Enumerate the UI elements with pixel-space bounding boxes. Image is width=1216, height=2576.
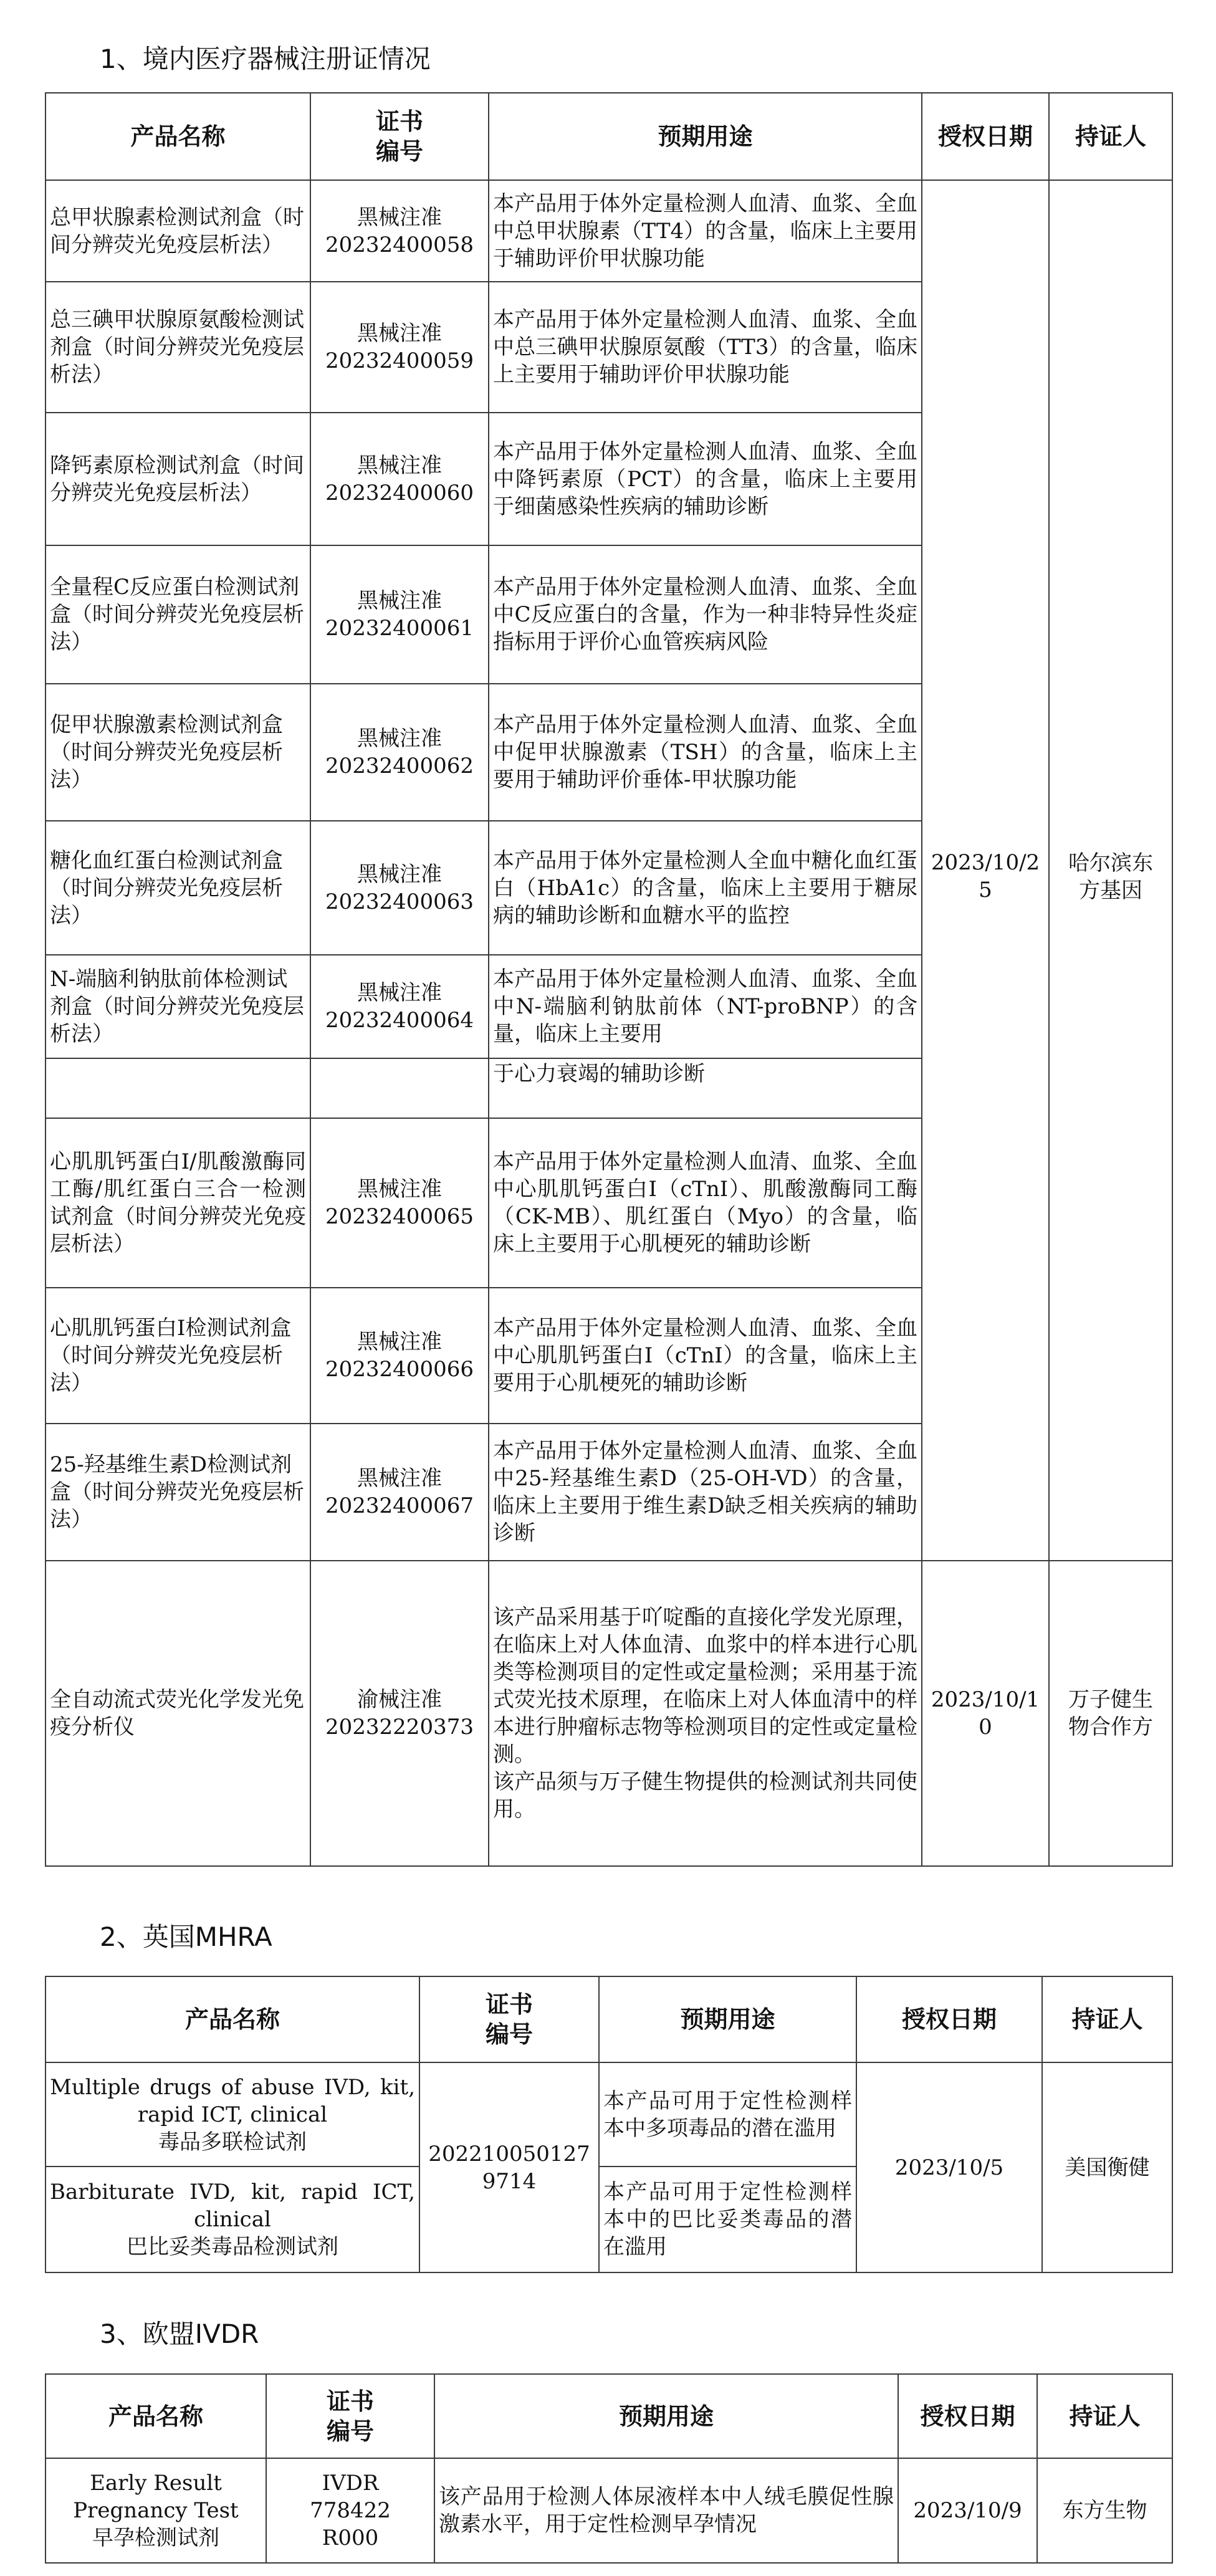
auth-date-cell: 2023/10/9 [898, 2458, 1037, 2563]
product-name-cell: 心肌肌钙蛋白I检测试剂盒（时间分辨荧光免疫层析法） [45, 1288, 310, 1424]
header-product-name: 产品名称 [45, 93, 310, 180]
cert-number-cell: 黑械注准20232400061 [310, 545, 489, 684]
intended-use-cell: 本产品用于体外定量检测人血清、血浆、全血中25-羟基维生素D（25-OH-VD）的含量，临床上主要用于维生素D缺乏相关疾病的辅助诊断 [489, 1424, 922, 1561]
header-intended-use: 预期用途 [434, 2374, 898, 2458]
product-name-cell [45, 2167, 419, 2272]
product-name-cell [45, 2458, 266, 2563]
domestic-registration-table [45, 92, 1173, 1867]
product-name-cn: 巴比妥类毒品检测试剂 [127, 2234, 338, 2259]
table-row [45, 2458, 1172, 2563]
product-name-en: Multiple drugs of abuse IVD, kit, rapid ICT, clinical [50, 2074, 415, 2127]
product-name-cell: 心肌肌钙蛋白I/肌酸激酶同工酶/肌红蛋白三合一检测试剂盒（时间分辨荧光免疫层析法） [45, 1118, 310, 1288]
product-name-cell: 总三碘甲状腺原氨酸检测试剂盒（时间分辨荧光免疫层析法） [45, 282, 310, 413]
empty-cell [45, 1058, 310, 1118]
intended-use-cell [489, 1561, 922, 1866]
intended-use-cell: 本产品用于体外定量检测人血清、血浆、全血中心肌肌钙蛋白I（cTnI）的含量，临床上主要用于心肌梗死的辅助诊断 [489, 1288, 922, 1424]
intended-use-cell: 本产品可用于定性检测样本中的巴比妥类毒品的潜在滥用 [599, 2167, 856, 2272]
product-name-cell: 总甲状腺素检测试剂盒（时间分辨荧光免疫层析法） [45, 180, 310, 282]
product-name-en: Early Result Pregnancy Test [73, 2471, 239, 2523]
header-cert-number: 证书 编号 [310, 93, 489, 180]
holder-cell: 东方生物 [1037, 2458, 1172, 2563]
cert-number-cell: 黑械注准20232400060 [310, 413, 489, 545]
header-intended-use: 预期用途 [599, 1976, 856, 2062]
header-cert-number: 证书 编号 [266, 2374, 434, 2458]
product-name-cell [45, 2062, 419, 2167]
product-name-cell: N-端脑利钠肽前体检测试剂盒（时间分辨荧光免疫层析法） [45, 955, 310, 1058]
empty-cell [310, 1058, 489, 1118]
header-holder: 持证人 [1042, 1976, 1172, 2062]
section-1-title: 1、境内医疗器械注册证情况 [100, 44, 431, 74]
section-2-title: 2、英国MHRA [100, 1922, 272, 1952]
intended-use-cell: 本产品用于体外定量检测人全血中糖化血红蛋白（HbA1c）的含量，临床上主要用于糖尿病的辅助诊断和血糖水平的监控 [489, 821, 922, 955]
holder-cell: 哈尔滨东方基因 [1049, 180, 1172, 1561]
table-row [45, 2062, 1172, 2167]
intended-use-cell: 本产品可用于定性检测样本中多项毒品的潜在滥用 [599, 2062, 856, 2167]
ivdr-table [45, 2373, 1173, 2564]
cert-number-cell: IVDR 778422 R000 [266, 2458, 434, 2563]
intended-use-cell: 本产品用于体外定量检测人血清、血浆、全血中总三碘甲状腺原氨酸（TT3）的含量，临床上主要用于辅助评价甲状腺功能 [489, 282, 922, 413]
intended-use-cell: 本产品用于体外定量检测人血清、血浆、全血中总甲状腺素（TT4）的含量，临床上主要用于辅助评价甲状腺功能 [489, 180, 922, 282]
product-name-cell: 降钙素原检测试剂盒（时间分辨荧光免疫层析法） [45, 413, 310, 545]
section-3-title: 3、欧盟IVDR [100, 2319, 259, 2349]
product-name-cell: 25-羟基维生素D检测试剂盒（时间分辨荧光免疫层析法） [45, 1424, 310, 1561]
table-header-row [45, 2374, 1172, 2458]
header-product-name: 产品名称 [45, 1976, 419, 2062]
table-row-analyzer [45, 1561, 1172, 1866]
holder-cell: 美国衡健 [1042, 2062, 1172, 2272]
table-row [45, 180, 1172, 282]
header-cert-number: 证书 编号 [419, 1976, 599, 2062]
header-holder: 持证人 [1049, 93, 1172, 180]
intended-use-continuation: 于心力衰竭的辅助诊断 [489, 1058, 922, 1118]
product-name-cn: 毒品多联检试剂 [158, 2129, 307, 2155]
header-holder: 持证人 [1037, 2374, 1172, 2458]
cert-number-cell: 黑械注准20232400064 [310, 955, 489, 1058]
header-auth-date: 授权日期 [898, 2374, 1037, 2458]
intended-use-note: 该产品须与万子健生物提供的检测试剂共同使用。 [493, 1769, 917, 1822]
product-name-cell: 全自动流式荧光化学发光免疫分析仪 [45, 1561, 310, 1866]
table-header-row [45, 93, 1172, 180]
auth-date-cell: 2023/10/25 [922, 180, 1049, 1561]
intended-use-cell: 本产品用于体外定量检测人血清、血浆、全血中促甲状腺激素（TSH）的含量，临床上主要用于辅助评价垂体-甲状腺功能 [489, 684, 922, 821]
cert-number-cell: 黑械注准20232400063 [310, 821, 489, 955]
holder-cell: 万子健生物合作方 [1049, 1561, 1172, 1866]
cert-number-cell: 黑械注准20232400062 [310, 684, 489, 821]
table-header-row [45, 1976, 1172, 2062]
auth-date-cell: 2023/10/10 [922, 1561, 1049, 1866]
intended-use-text: 该产品采用基于吖啶酯的直接化学发光原理，在临床上对人体血清、血浆中的样本进行心肌类等检测项目的定性或定量检测；采用基于流式荧光技术原理，在临床上对人体血清中的样本进行肿瘤标志物等检测项目的定性或定量检测。 [493, 1605, 917, 1767]
intended-use-cell: 本产品用于体外定量检测人血清、血浆、全血中N-端脑利钠肽前体（NT-proBNP）的含量，临床上主要用 [489, 955, 922, 1058]
cert-number-cell: 黑械注准20232400067 [310, 1424, 489, 1561]
cert-number-cell: 2022100501279714 [419, 2062, 599, 2272]
auth-date-cell: 2023/10/5 [856, 2062, 1042, 2272]
header-auth-date: 授权日期 [922, 93, 1049, 180]
header-product-name: 产品名称 [45, 2374, 266, 2458]
mhra-table [45, 1976, 1173, 2273]
intended-use-cell: 本产品用于体外定量检测人血清、血浆、全血中C反应蛋白的含量，作为一种非特异性炎症指标用于评价心血管疾病风险 [489, 545, 922, 684]
intended-use-cell: 本产品用于体外定量检测人血清、血浆、全血中降钙素原（PCT）的含量，临床上主要用于细菌感染性疾病的辅助诊断 [489, 413, 922, 545]
product-name-en: Barbiturate IVD, kit, rapid ICT, clinical [50, 2180, 415, 2232]
cert-number-cell: 渝械注准20232220373 [310, 1561, 489, 1866]
cert-number-cell: 黑械注准20232400058 [310, 180, 489, 282]
product-name-cell: 全量程C反应蛋白检测试剂盒（时间分辨荧光免疫层析法） [45, 545, 310, 684]
product-name-cn: 早孕检测试剂 [92, 2526, 219, 2550]
cert-number-cell: 黑械注准20232400065 [310, 1118, 489, 1288]
header-intended-use: 预期用途 [489, 93, 922, 180]
product-name-cell: 促甲状腺激素检测试剂盒（时间分辨荧光免疫层析法） [45, 684, 310, 821]
cert-number-cell: 黑械注准20232400059 [310, 282, 489, 413]
header-auth-date: 授权日期 [856, 1976, 1042, 2062]
cert-number-cell: 黑械注准20232400066 [310, 1288, 489, 1424]
intended-use-cell: 本产品用于体外定量检测人血清、血浆、全血中心肌肌钙蛋白I（cTnI）、肌酸激酶同工酶（CK-MB）、肌红蛋白（Myo）的含量，临床上主要用于心肌梗死的辅助诊断 [489, 1118, 922, 1288]
intended-use-cell: 该产品用于检测人体尿液样本中人绒毛膜促性腺激素水平，用于定性检测早孕情况 [434, 2458, 898, 2563]
product-name-cell: 糖化血红蛋白检测试剂盒（时间分辨荧光免疫层析法） [45, 821, 310, 955]
